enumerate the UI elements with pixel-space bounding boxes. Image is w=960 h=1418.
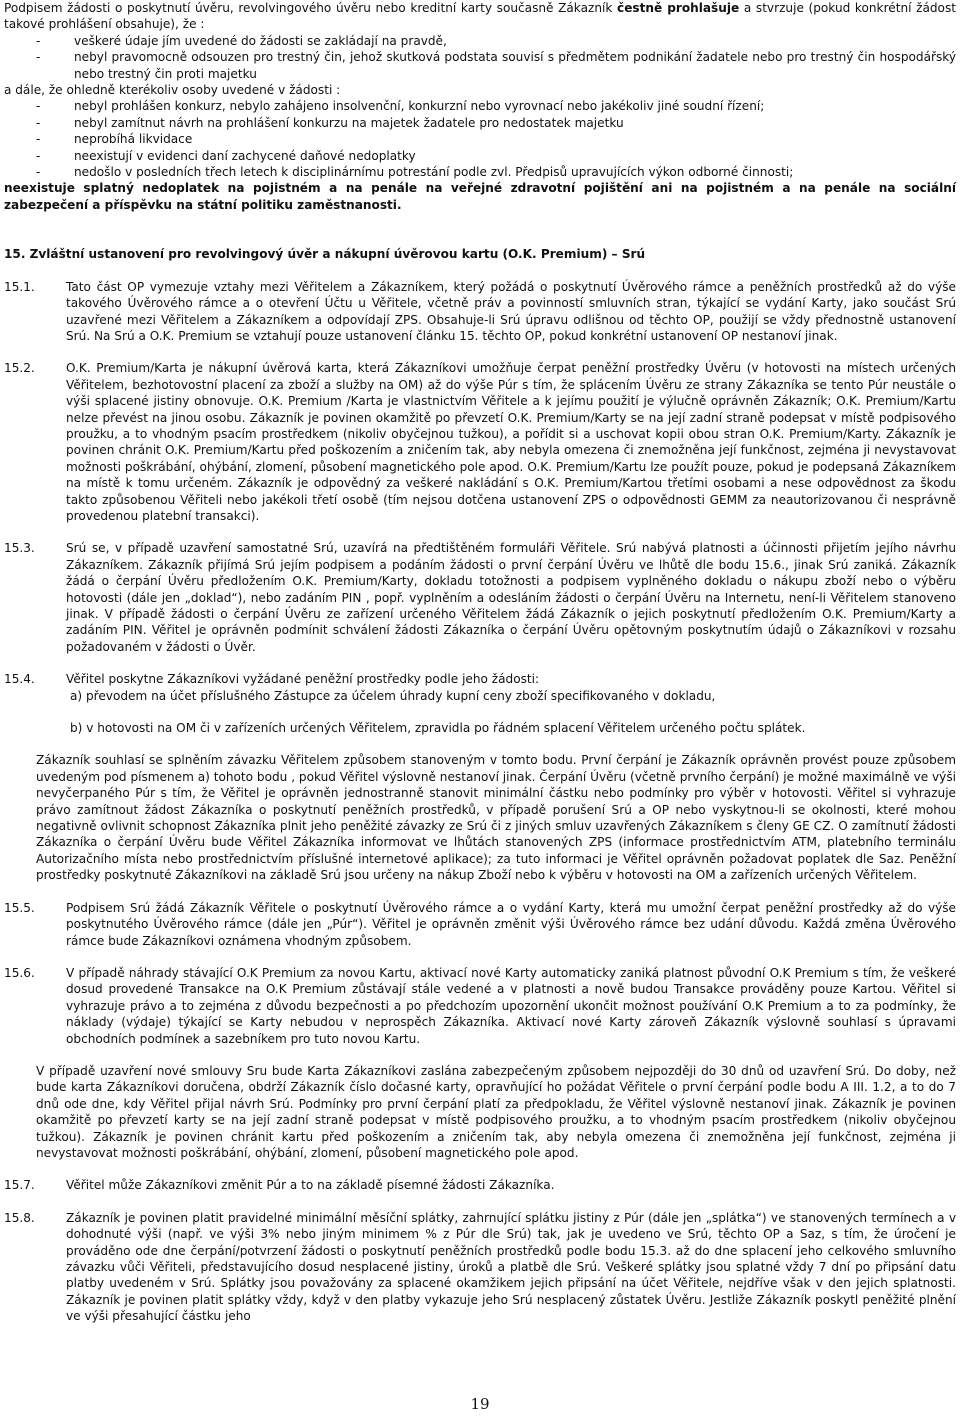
list-item: - nedošlo v posledních třech letech k disciplinárnímu potrestání podle zvl. Předpisů upravujících výkon odborné činnosti; — [4, 164, 956, 180]
list-item: - nebyl prohlášen konkurz, nebylo zahájeno insolvenční, konkurzní nebo vyrovnací nebo jakékoliv jiné soudní řízení; — [4, 98, 956, 114]
paragraph-number: 15.1. — [4, 279, 35, 294]
intro-block — [0, 0, 960, 213]
section-heading: 15. Zvláštní ustanovení pro revolvingový úvěr a nákupní úvěrovou kartu (O.K. Premium) – Srú — [4, 247, 646, 262]
intro-bold-phrase: čestně prohlašuje — [617, 1, 740, 15]
paragraph-text: Tato část OP vymezuje vztahy mezi Věřitelem a Zákazníkem, který požádá o poskytnutí Úvěrového rámce a peněžních prostředků až do výše takového Úvěrového rámce a o otevření Účtu u Věřitele, včetně práv a povinností smluvních stran, týkající se vydání Karty, jako součást Srú uzavřené mezi Věřitelem a Zákazníkem a odpovídají ZPS. Obsahuje-li Srú úpravu odlišnou od těchto OP, použijí se vždy přednostně ustanovení Srú. Na Srú a O.K. Premium se vztahují pouze ustanovení článku 15. těchto OP, pokud konkrétní ustanovení OP nestanoví jinak. — [66, 279, 956, 343]
paragraph-text: Srú se, v případě uzavření samostatné Srú, uzavírá na předtištěném formuláři Věřitele. Srú nabývá platnosti a účinnosti přijetím jejího návrhu Zákazníkem. Zákazník přijímá Srú jejím podpisem a podáním žádosti o první čerpání Úvěru ve lhůtě dle bodu 15.6., jinak Srú zaniká. Zákazník žádá o čerpání Úvěru předložením O.K. Premium/Karty, dokladu totožnosti a podpisem vyplněného dokladu o nákupu zboží nebo o výběru hotovosti (dále jen „doklad“), nebo zadáním PIN , popř. vyplněním a odesláním žádosti o čerpání Úvěru na Internetu, není-li Věřitelem stanoveno jinak. V případě žádosti o čerpání Úvěru ze zařízení určeného Věřitelem žádá Zákazník o jejich poskytnutí předložením O.K. Premium/Karty a zadáním PIN. Věřitel je oprávněn podmínit schválení žádosti Zákazníka o čerpání Úvěru opětovným poskytnutím údajů o Zákazníkovi v rozsahu požadovaném v žádosti o Úvěr. — [66, 541, 956, 654]
intro-statement — [4, 0, 956, 33]
page-number: 19 — [470, 1395, 490, 1413]
list-item: - nebyl zamítnut návrh na prohlášení konkurzu na majetek žadatele pro nedostatek majetku — [4, 115, 956, 131]
paragraph-number: 15.2. — [4, 361, 35, 376]
option-b: b) v hotovosti na OM či v zařízeních určených Věřitelem, zpravidla po řádném splacení Věřitelem určeného počtu splátek. — [70, 721, 806, 736]
intro-text-cont: a stvrzuje (pokud konkrétní žádost takové prohlášení obsahuje), že : — [4, 1, 956, 32]
bold-statement: neexistuje splatný nedoplatek na pojistném a na penále na veřejné zdravotní pojištění ani na pojistném a na penále na sociální zabezpečení a příspěvku na státní politiku zaměstnanosti. — [4, 181, 956, 212]
intro-mid: a dále, že ohledně kterékoliv osoby uvedené v žádosti : — [4, 83, 341, 98]
paragraph-15-2 — [4, 360, 956, 524]
paragraph-15-7 — [4, 1177, 956, 1193]
paragraph-number: 15.5. — [4, 900, 35, 915]
paragraph-number: 15.6. — [4, 965, 35, 980]
paragraph-15-8 — [4, 1210, 956, 1325]
paragraph-15-4 — [4, 671, 956, 687]
intro-text: Podpisem žádosti o poskytnutí úvěru, revolvingového úvěru nebo kreditní karty současně Zákazník — [4, 1, 618, 15]
declaration-list-1 — [4, 33, 956, 82]
paragraph-lead: Věřitel poskytne Zákazníkovi vyžádané peněžní prostředky podle jeho žádosti: — [66, 672, 540, 687]
option-a: a) převodem na účet příslušného Zástupce za účelem úhrady kupní ceny zboží specifikovaného v dokladu, — [70, 688, 716, 703]
paragraph-text: V případě náhrady stávající O.K Premium za novou Kartu, aktivací nové Karty automaticky zaniká platnost původní O.K Premium s tím, že veškeré dosud provedené Transakce na O.K Premium zůstávají stále vedené a v platnosti a nově budou Transakce prováděny pouze Kartou. Věřitel si vyhrazuje právo a to zejména z důvodu bezpečnosti a po předchozím upozornění ukončit možnost používání O.K Premium a to za podmínky, že náklady (výdaje) týkající se Karty nebudou v neprospěch Zákazníka. Aktivací nové Karty zároveň Zákazník výslovně souhlasí s úpravami obchodních podmínek a sazebníkem pro tuto novou Kartu. — [66, 965, 956, 1046]
paragraph-number: 15.8. — [4, 1210, 35, 1225]
paragraph-15-3 — [4, 540, 956, 655]
paragraph-text: Podpisem Srú žádá Zákazník Věřitele o poskytnutí Úvěrového rámce a o vydání Karty, která mu umožní čerpat peněžní prostředky až do výše poskytnutého Úvěrového rámce (dále jen „Púr“). Věřitel je oprávněn změnit výši Úvěrového rámce bez udání důvodu. Každá změna Úvěrového rámce bude Zákazníkovi oznámena vhodným způsobem. — [66, 900, 956, 948]
paragraph-text: Zákazník je povinen platit pravidelné minimální měsíční splátky, zahrnující splátku jistiny z Púr (dále jen „splátka“) ve stanovených termínech a v dohodnuté výši (např. ve výši 3% nebo jiným minimem % z Púr dle Srú) tak, jak je uvedeno ve Srú, těchto OP a Saz, s tím, že úročení je prováděno ode dne čerpání/potvrzení žádosti o poskytnutí peněžních prostředků podle bodu 15.3. až do dne splacení jeho celkového smluvního závazku vůči Věřiteli, představujícího dosud nesplacené jistiny, úroků a platbě dle Srú. Veškeré splátky jsou splatné vždy 7 dní po připsání datu platby uvedeném v Srú. Splátky jsou považovány za splacené okamžikem jejich připsání na účet Věřitele, nejdříve však v den jejich splatnosti. Zákazník je povinen platit splátky vždy, když v den platby vykazuje jeho Srú nesplacený zůstatek Úvěru. Jestliže Zákazník poskytl peněžité plnění ve výši přesahující částku jeho — [66, 1210, 956, 1324]
paragraph-text: O.K. Premium/Karta je nákupní úvěrová karta, která Zákazníkovi umožňuje čerpat peněžní prostředky Úvěru (v hotovosti na místech určených Věřitelem, bezhotovostní placení za zboží a služby na OM) až do výše Púr s tím, že splácením Úvěru ze strany Zákazníka se tento Púr neustále o výši splacené jistiny obnovuje. O.K. Premium /Karta je vlastnictvím Věřitele a k jejímu použití je výlučně oprávněn Zákazník; O.K. Premium/Kartu nelze převést na jinou osobu. Zákazník je povinen okamžitě po převzetí O.K. Premium/Karty se na její zadní straně podepsat v místě podpisového proužku, a to vhodným psacím prostředkem (nikoliv obyčejnou tužkou), a pořídit si a uschovat kopii obou stran O.K. Premium/Karty. Zákazník je povinen chránit O.K. Premium/Kartu před poškozením a zničením tak, aby nebyla omezena či znemožněna její funkčnost, zejména ji nevystavovat možnosti poškrábání, ohýbání, zlomení, působení magnetického pole apod. O.K. Premium/Kartu lze použít pouze, pokud je podepsaná Zákazníkem na místě k tomu určeném. Zákazník je odpovědný za veškeré nakládání s O.K. Premium/Kartou třetími osobami a nese odpovědnost za škodu takto způsobenou Věřiteli nebo jakékoli třetí osobě (tím nejsou dotčena ustanovení ZPS o odpovědnosti GEMM za neautorizovanou či nesprávně provedenou platební transakci). — [66, 361, 956, 523]
paragraph-15-5 — [4, 900, 956, 949]
list-item: - neexistují v evidenci daní zachycené daňové nedoplatky — [4, 148, 956, 164]
section-15 — [0, 246, 960, 1324]
list-item: - neprobíhá likvidace — [4, 131, 956, 147]
declaration-list-2 — [4, 98, 956, 180]
paragraph-15-6 — [4, 965, 956, 1047]
paragraph-number: 15.3. — [4, 541, 35, 556]
paragraph-text: Věřitel může Zákazníkovi změnit Púr a to na základě písemné žádosti Zákazníka. — [66, 1178, 555, 1193]
paragraph-15-4-continued: Zákazník souhlasí se splněním závazku Věřitelem způsobem stanoveným v tomto bodu. První čerpání je Zákazník oprávněn provést pouze způsobem uvedeným pod písmenem a) tohoto bodu , pokud Věřitel výslovně nestanoví jinak. Čerpání Úvěru (včetně prvního čerpání) je možné maximálně ve výši nevyčerpaného Púr s tím, že Věřitel je oprávněn jednostranně stanovit minimální částku nebo podmínky pro výběr v hotovosti. Věřitel si vyhrazuje právo zamítnout žádost Zákazníka o poskytnutí peněžních prostředků, v případě porušení Srú a OP nebo vyskytnou-li se okolnosti, které mohou negativně ovlivnit schopnost Zákazníka plnit jeho peněžité závazky ze Srú či z jiných smluv uzavřených Zákazníkem s členy GE CZ. O zamítnutí žádosti Zákazníka o čerpání Úvěru bude Věřitel Zákazníka informovat ve lhůtách stanovených ZPS (informace prostřednictvím ATM, platebního terminálu Autorizačního místa nebo prostřednictvím příslušné internetové aplikace); za tuto informaci je Věřitel oprávněn požadovat poplatek dle Saz. Peněžní prostředky poskytnuté Zákazníkovi na základě Srú jsou určeny na nákup Zboží nebo k výběru v hotovosti na OM a zařízeních určených Věřitelem. — [36, 753, 956, 883]
list-item: - veškeré údaje jím uvedené do žádosti se zakládají na pravdě, — [4, 33, 956, 49]
paragraph-number: 15.4. — [4, 672, 35, 687]
list-item: - nebyl pravomocně odsouzen pro trestný čin, jehož skutková podstata souvisí s předmětem podnikání žadatele nebo pro trestný čin hospodářský nebo trestný čin proti majetku — [4, 49, 956, 82]
paragraph-15-6-continued: V případě uzavření nové smlouvy Sru bude Karta Zákazníkovi zaslána zabezpečeným způsobem nejpozději do 30 dnů od uzavření Srú. Do doby, než bude karta Zákazníkovi doručena, obdrží Zákazník číslo dočasné karty, opravňující ho požádat Věřitele o první čerpání podle bodu A III. 1.2, a to do 7 dnů ode dne, kdy Věřitel přijal návrh Srú. Podmínky pro první čerpání platí za předpokladu, že Věřitel výslovně nestanoví jinak. Zákazník je povinen okamžitě po převzetí karty se na její zadní straně podepsat v místě podpisového proužku, a to vhodným psacím prostředkem (nikoliv obyčejnou tužkou). Zákazník je povinen chránit kartu před poškozením a zničením tak, aby nebyla omezena či znemožněna její funkčnost, zejména ji nevystavovat možnosti poškrábání, ohýbání, zlomení, působení magnetického pole apod. — [36, 1063, 956, 1160]
paragraph-number: 15.7. — [4, 1178, 35, 1193]
paragraph-15-1 — [4, 279, 956, 345]
